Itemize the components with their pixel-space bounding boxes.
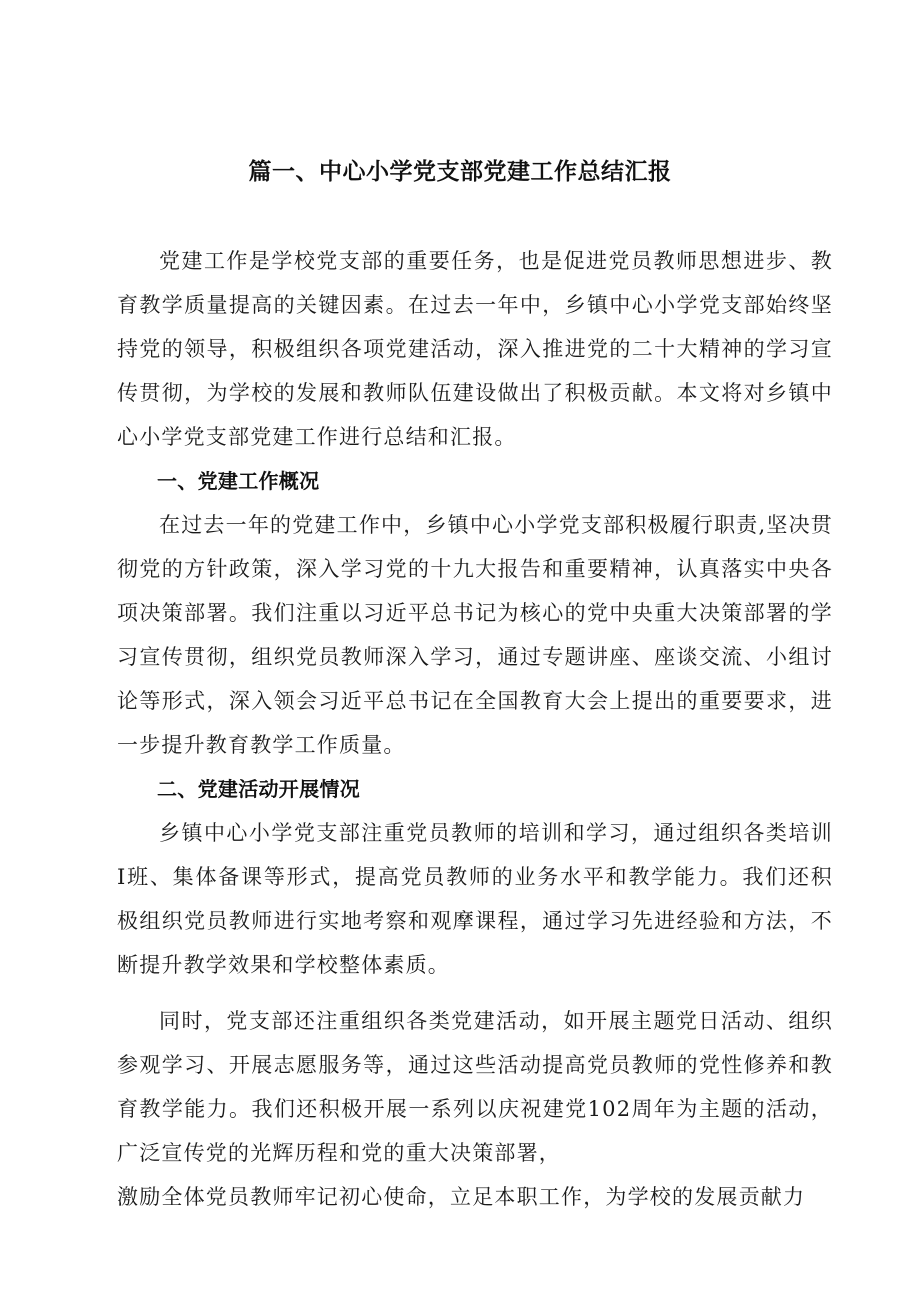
section-1-paragraph: 在过去一年的党建工作中，乡镇中心小学党支部积极履行职责,坚决贯彻党的方针政策，深入学习党的十九大报告和重要精神，认真落实中央各项决策部署。我们注重以习近平总书记为核心的党中央重大决策部署的学习宣传贯彻，组织党员教师深入学习，通过专题讲座、座谈交流、小组讨论等形式，深入领会习近平总书记在全国教育大会上提出的重要要求，进一步提升教育教学工作质量。: [117, 513, 833, 757]
intro-paragraph: 党建工作是学校党支部的重要任务，也是促进党员教师思想进步、教育教学质量提高的关键因素。在过去一年中，乡镇中心小学党支部始终坚持党的领导，积极组织各项党建活动，深入推进党的二十大精神的学习宣传贯彻，为学校的发展和教师队伍建设做出了积极贡献。本文将对乡镇中心小学党支部党建工作进行总结和汇报。: [117, 249, 833, 449]
section-2-paragraph-3: 激励全体党员教师牢记初心使命，立足本职工作，为学校的发展贡献力: [117, 1185, 806, 1209]
section-1-heading: 一、党建工作概况: [157, 469, 320, 493]
section-2-heading: 二、党建活动开展情况: [157, 777, 360, 801]
section-2-paragraph-2: 同时，党支部还注重组织各类党建活动，如开展主题党日活动、组织参观学习、开展志愿服务等，通过这些活动提高党员教师的党性修养和教育教学能力。我们还积极开展一系列以庆祝建党102周年为主题的活动，广泛宣传党的光辉历程和党的重大决策部署，: [117, 1009, 833, 1165]
document-body: [117, 239, 833, 1219]
section-2-paragraph-1: 乡镇中心小学党支部注重党员教师的培训和学习，通过组织各类培训I班、集体备课等形式，提高党员教师的业务水平和教学能力。我们还积极组织党员教师进行实地考察和观摩课程，通过学习先进经验和方法，不断提升教学效果和学校整体素质。: [117, 821, 833, 977]
document-title: 篇一、中心小学党支部党建工作总结汇报: [248, 159, 672, 185]
